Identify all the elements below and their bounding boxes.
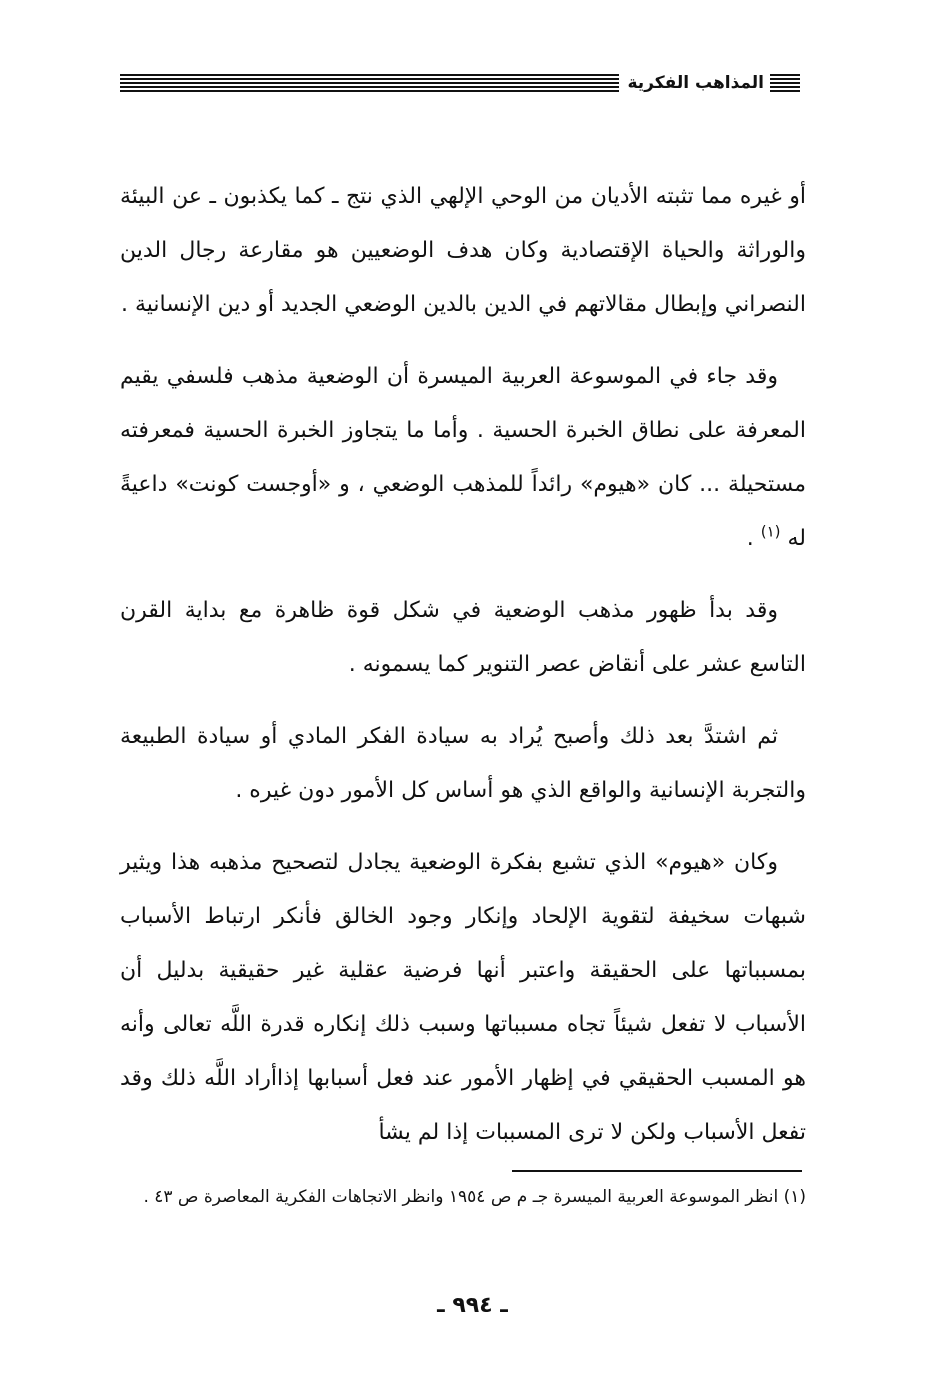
paragraph-2-end: .: [746, 526, 761, 551]
header-ornament: [770, 74, 800, 92]
footnote-reference: (١): [760, 522, 781, 541]
footnote-divider: [512, 1170, 802, 1172]
paragraph-1: أو غيره مما تثبته الأديان من الوحي الإلهي الذي نتج ـ كما يكذبون ـ عن البيئة والوراثة والحياة الإقتصادية وكان هدف الوضعيين هو مقارعة رجال الدين النصراني وإبطال مقالاتهم في الدين بالدين الوضعي الجديد أو دين الإنسانية .: [120, 184, 806, 317]
paragraph-4: ثم اشتدَّ بعد ذلك وأصبح يُراد به سيادة الفكر المادي أو سيادة الطبيعة والتجربة الإنسانية والواقع الذي هو أساس كل الأمور دون غيره .: [120, 724, 806, 803]
paragraph-3: وقد بدأ ظهور مذهب الوضعية في شكل قوة ظاهرة مع بداية القرن التاسع عشر على أنقاض عصر التنوير كما يسمونه .: [120, 598, 806, 677]
page-number: ـ ٩٩٤ ـ: [437, 1293, 508, 1318]
header-rule: [120, 74, 619, 92]
header-title: المذاهب الفكرية: [627, 73, 764, 93]
running-header: [120, 70, 800, 96]
body-text: [120, 170, 806, 1178]
paragraph-5: وكان «هيوم» الذي تشبع بفكرة الوضعية يجادل لتصحيح مذهبه هذا ويثير شبهات سخيفة لتقوية الإلحاد وإنكار وجود الخالق فأنكر ارتباط الأسباب بمسبباتها على الحقيقة واعتبر أنها فرضية عقلية غير حقيقية بدليل أن الأسباب لا تفعل شيئاً تجاه مسبباتها وسبب ذلك إنكاره قدرة اللَّه تعالى وأنه هو المسبب الحقيقي في إظهار الأمور عند فعل أسبابها إذاأراد اللَّه ذلك وقد تفعل الأسباب ولكن لا ترى المسببات إذا لم يشأ: [120, 850, 806, 1145]
paragraph-2-text: وقد جاء في الموسوعة العربية الميسرة أن الوضعية مذهب فلسفي يقيم المعرفة على نطاق الخبرة الحسية . وأما ما يتجاوز الخبرة الحسية فمعرفته مستحيلة ... كان «هيوم» رائداً للمذهب الوضعي ، و «أوجست كونت» داعيةً له: [120, 364, 806, 551]
paragraph-2: [120, 350, 806, 566]
footnote: (١) انظر الموسوعة العربية الميسرة جـ م ص ١٩٥٤ وانظر الاتجاهات الفكرية المعاصرة ص ٤٣ .: [143, 1187, 806, 1207]
